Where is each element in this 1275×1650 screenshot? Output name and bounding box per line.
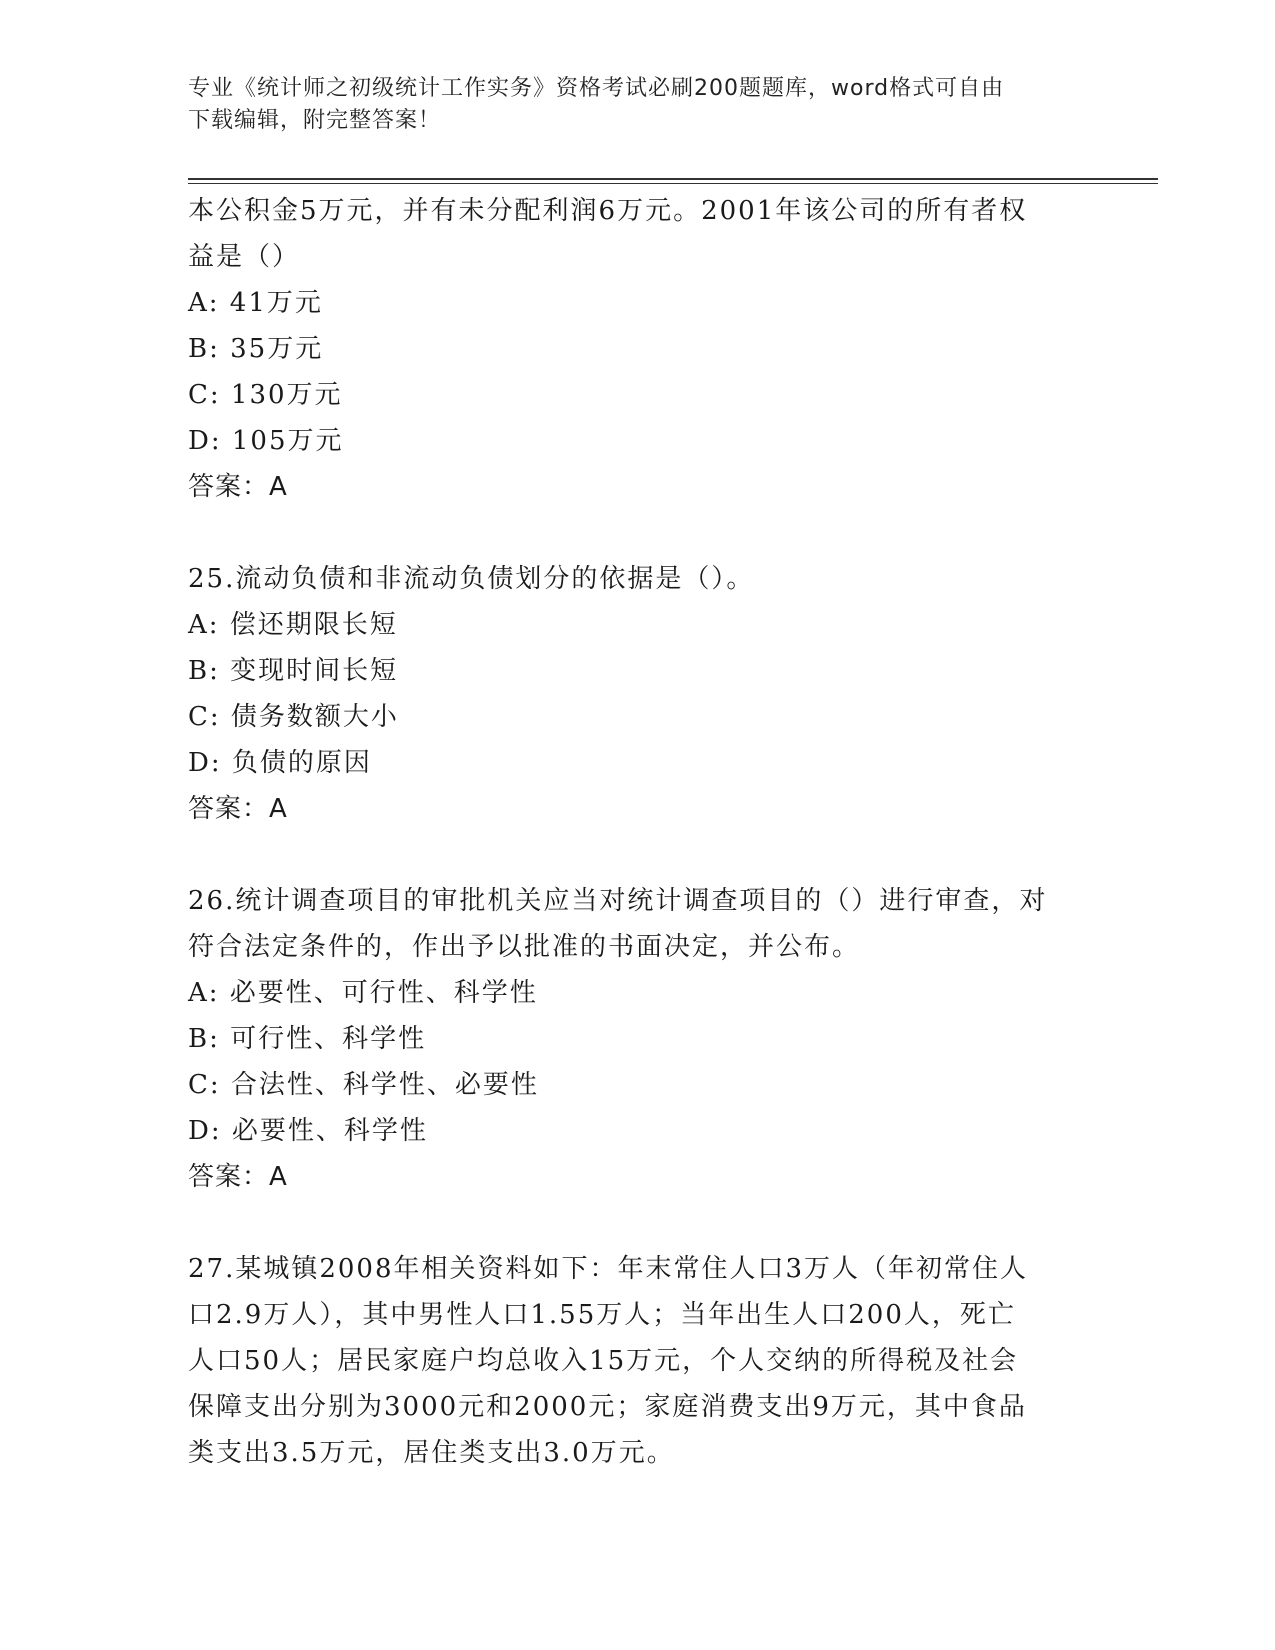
question-text-line: 类支出3.5万元，居住类支出3.0万元。 xyxy=(188,1438,675,1468)
option-d: D: 负债的原因 xyxy=(188,748,372,778)
option-b: B: 可行性、科学性 xyxy=(188,1024,427,1054)
option-b: B: 35万元 xyxy=(188,334,324,364)
question-continued xyxy=(188,188,1088,510)
option-c: C: 130万元 xyxy=(188,380,343,410)
page-header xyxy=(188,73,1068,137)
question-text-line: 25.流动负债和非流动负债划分的依据是（）。 xyxy=(188,564,755,594)
question-text-line: 益是（） xyxy=(188,242,301,272)
spacer xyxy=(188,832,1088,878)
answer-line: 答案：A xyxy=(188,794,288,824)
option-c: C: 债务数额大小 xyxy=(188,702,399,732)
option-c: C: 合法性、科学性、必要性 xyxy=(188,1070,539,1100)
option-a: A: 偿还期限长短 xyxy=(188,610,398,640)
header-divider-thin xyxy=(188,183,1158,184)
question-text-line: 27.某城镇2008年相关资料如下：年末常住人口3万人（年初常住人 xyxy=(188,1254,1029,1284)
question-text-line: 口2.9万人），其中男性人口1.55万人；当年出生人口200人，死亡 xyxy=(188,1300,1016,1330)
question-text-line: 人口50人；居民家庭户均总收入15万元，个人交纳的所得税及社会 xyxy=(188,1346,1019,1376)
question-25 xyxy=(188,556,1088,832)
answer-line: 答案：A xyxy=(188,1162,288,1192)
answer-line: 答案：A xyxy=(188,472,288,502)
question-26 xyxy=(188,878,1088,1200)
question-text-line: 符合法定条件的，作出予以批准的书面决定，并公布。 xyxy=(188,932,861,962)
header-line-1: 专业《统计师之初级统计工作实务》资格考试必刷200题题库，word格式可自由 xyxy=(188,76,1005,101)
spacer xyxy=(188,1200,1088,1246)
option-d: D: 105万元 xyxy=(188,426,344,456)
document-body xyxy=(188,188,1088,1476)
header-divider-thick xyxy=(188,178,1158,180)
question-text-line: 保障支出分别为3000元和2000元；家庭消费支出9万元，其中食品 xyxy=(188,1392,1027,1422)
option-a: A: 41万元 xyxy=(188,288,323,318)
question-27 xyxy=(188,1246,1088,1476)
option-d: D: 必要性、科学性 xyxy=(188,1116,428,1146)
question-text-line: 26.统计调查项目的审批机关应当对统计调查项目的（）进行审查，对 xyxy=(188,886,1048,916)
option-b: B: 变现时间长短 xyxy=(188,656,399,686)
spacer xyxy=(188,510,1088,556)
option-a: A: 必要性、可行性、科学性 xyxy=(188,978,538,1008)
header-line-2: 下载编辑，附完整答案！ xyxy=(188,108,442,133)
question-text-line: 本公积金5万元，并有未分配利润6万元。2001年该公司的所有者权 xyxy=(188,196,1028,226)
